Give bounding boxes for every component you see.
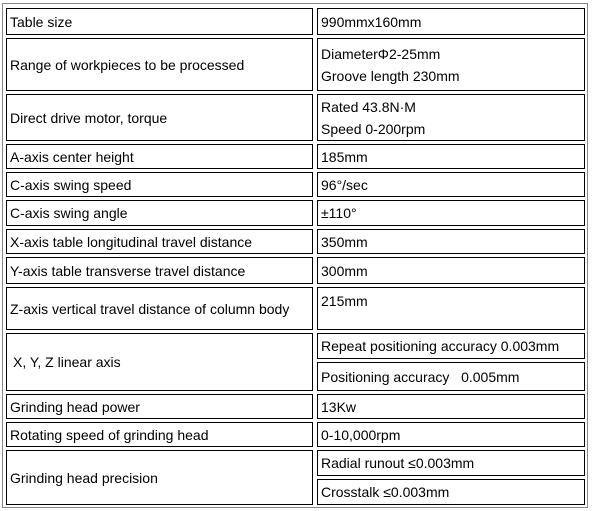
label-direct-drive-motor xyxy=(6,94,313,141)
value-line: Rated 43.8N·M xyxy=(321,98,416,115)
label-text: C-axis swing speed xyxy=(10,176,132,193)
label-text: A-axis center height xyxy=(10,148,134,165)
value-radial-runout xyxy=(317,450,585,476)
spec-table xyxy=(2,3,588,508)
value-grinding-head-speed xyxy=(317,422,585,447)
label-y-axis-travel xyxy=(6,257,313,284)
label-c-axis-angle xyxy=(6,200,313,226)
label-workpiece-range xyxy=(6,38,313,91)
label-x-axis-travel xyxy=(6,229,313,254)
value-a-axis-height xyxy=(317,144,585,169)
label-text: Grinding head precision xyxy=(10,469,158,486)
value-x-axis-travel xyxy=(317,229,585,254)
value-table-size xyxy=(317,8,585,35)
value-positioning-accuracy xyxy=(317,362,585,391)
value-text: 185mm xyxy=(321,148,368,165)
label-text: Table size xyxy=(10,13,73,30)
label-text: Y-axis table transverse travel distance xyxy=(10,262,246,279)
value-text: Radial runout ≤0.003mm xyxy=(321,455,475,471)
value-direct-drive-motor xyxy=(317,94,585,141)
value-line: Groove length 230mm xyxy=(321,67,460,84)
value-text: ±110° xyxy=(321,205,357,221)
value-grinding-head-power xyxy=(317,394,585,419)
label-grinding-head-power xyxy=(6,394,313,419)
value-repeat-accuracy xyxy=(317,333,585,359)
label-linear-axis xyxy=(6,333,313,391)
value-c-axis-angle xyxy=(317,200,585,226)
value-text: 215mm xyxy=(321,293,368,309)
value-c-axis-speed xyxy=(317,172,585,197)
value-crosstalk xyxy=(317,479,585,505)
value-text: 990mmx160mm xyxy=(321,13,422,30)
value-text: 350mm xyxy=(321,233,368,250)
value-text: Positioning accuracy 0.005mm xyxy=(321,368,520,385)
label-c-axis-speed xyxy=(6,172,313,197)
value-line: Speed 0-200rpm xyxy=(321,120,426,137)
value-text: 300mm xyxy=(321,262,368,279)
label-z-axis-travel xyxy=(6,287,313,330)
value-y-axis-travel xyxy=(317,257,585,284)
label-a-axis-height xyxy=(6,144,313,169)
value-text: Repeat positioning accuracy 0.003mm xyxy=(321,338,560,354)
value-workpiece-range xyxy=(317,38,585,91)
value-line: DiameterΦ2-25mm xyxy=(321,45,441,62)
label-grinding-head-speed xyxy=(6,422,313,447)
value-z-axis-travel xyxy=(317,287,585,330)
label-table-size xyxy=(6,8,313,35)
label-text: Range of workpieces to be processed xyxy=(10,56,245,73)
label-text: Rotating speed of grinding head xyxy=(10,426,209,443)
value-text: Crosstalk ≤0.003mm xyxy=(321,484,450,500)
label-text: Direct drive motor, torque xyxy=(10,109,168,126)
label-text: Z-axis vertical travel distance of column body xyxy=(10,300,290,317)
value-text: 0-10,000rpm xyxy=(321,426,401,443)
value-text: 96°/sec xyxy=(321,176,368,193)
label-text: Grinding head power xyxy=(10,398,140,415)
label-text: X-axis table longitudinal travel distance xyxy=(10,233,253,250)
label-text: X, Y, Z linear axis xyxy=(13,354,121,370)
value-text: 13Kw xyxy=(321,398,357,415)
label-grinding-head-precision xyxy=(6,450,313,505)
label-text: C-axis swing angle xyxy=(10,205,128,221)
